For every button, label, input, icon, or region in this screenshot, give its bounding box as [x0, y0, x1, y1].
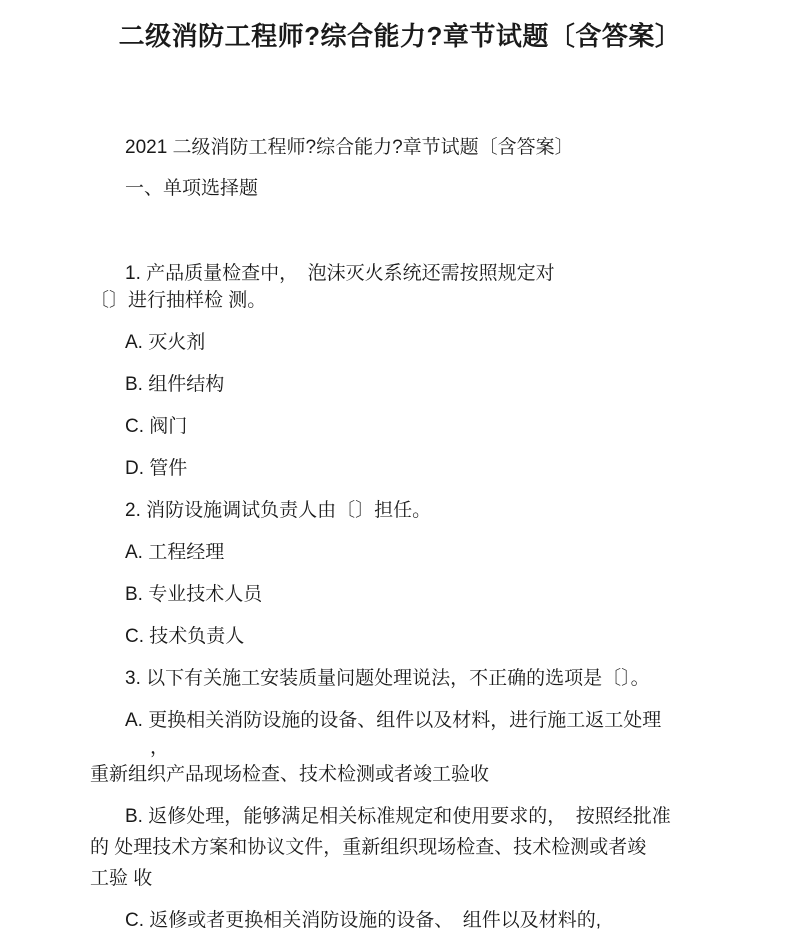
document-body — [0, 134, 800, 934]
question-3-stem: 3. 以下有关施工安装质量问题处理说法，不正确的选项是〔〕。 — [125, 668, 650, 689]
question-3-option-b-line-3: 工验 收 — [90, 868, 153, 889]
question-3-option-b-line-2: 的 处理技术方案和协议文件，重新组织现场检查、技术检测或者竣 — [90, 837, 647, 858]
question-3-option-a-line-3: 重新组织产品现场检查、技术检测或者竣工验收 — [90, 764, 490, 785]
question-1-option-b: B. 组件结构 — [125, 374, 225, 395]
question-3-option-a-line-2: ， — [150, 737, 170, 758]
question-1-option-c: C. 阀门 — [125, 416, 188, 437]
question-2 — [90, 497, 720, 650]
question-3-option-b-line-1: B. 返修处理，能够满足相关标准规定和使用要求的， 按照经批准 — [125, 806, 671, 827]
question-2-stem: 2. 消防设施调试负责人由〔〕担任。 — [125, 500, 432, 521]
question-1-option-a: A. 灭火剂 — [125, 332, 206, 353]
question-2-option-a: A. 工程经理 — [125, 542, 225, 563]
document-title: 二级消防工程师?综合能力?章节试题〔含答案〕 — [118, 21, 682, 51]
question-1-stem-line-2: 〔〕进行抽样检 测。 — [90, 290, 267, 311]
document-subtitle: 2021 二级消防工程师?综合能力?章节试题〔含答案〕 — [125, 137, 574, 158]
question-3 — [90, 665, 720, 934]
question-1-option-d: D. 管件 — [125, 458, 188, 479]
section-heading: 一、单项选择题 — [125, 178, 259, 199]
question-1-stem-line-1: 1. 产品质量检查中， 泡沫灭火系统还需按照规定对 — [125, 263, 555, 284]
question-3-option-a-line-1: A. 更换相关消防设施的设备、组件以及材料，进行施工返工处理 — [125, 710, 662, 731]
question-3-option-c: C. 返修或者更换相关消防设施的设备、 组件以及材料的, — [125, 910, 602, 931]
question-1 — [90, 260, 720, 482]
question-2-option-c: C. 技术负责人 — [125, 626, 245, 647]
question-2-option-b: B. 专业技术人员 — [125, 584, 263, 605]
